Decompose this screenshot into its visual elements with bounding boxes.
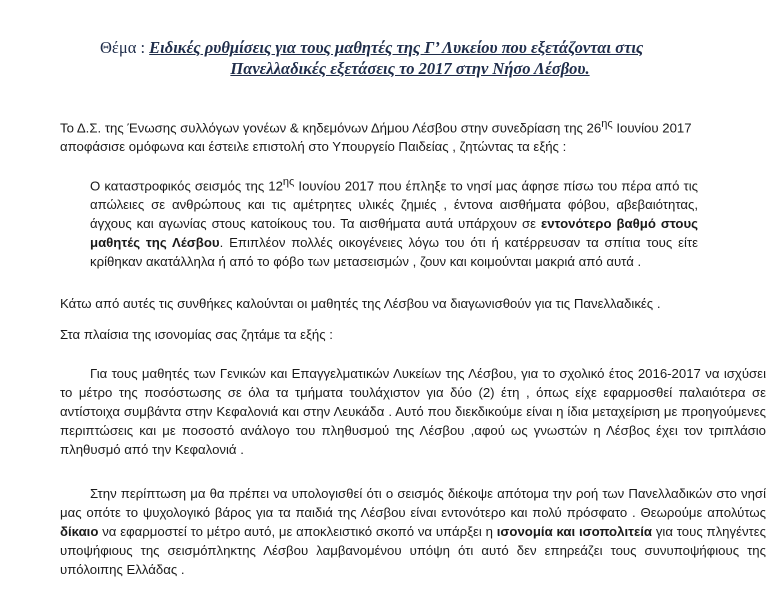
intro-sup: ης — [601, 118, 613, 130]
p5-text: Στην περίπτωση μα θα πρέπει να υπολογισθεί ότι ο σεισμός διέκοψε απότομα την ροή των Πανελλαδικών στο νησί μας οπότε το ψυχολογικό βάρος για τα παιδιά της Λέσβου είναι εντονότερο και πολύ πρόσφατο . Θεωρούμε απολύτως — [60, 486, 766, 520]
request-intro: Στα πλαίσια της ισονομίας σας ζητάμε τα εξής : — [60, 327, 333, 342]
p1-sup: ης — [282, 176, 295, 188]
p1-text-mid: Ιουνίου 2017 που έπληξε το νησί μας άφησε πίσω του πέρα από τις απώλειες σε ανθρώπους και τις αμέτρητες υλικές ζημιές , έντονα αισθήματα φόβου, αβεβαιότητας, άγχους και αγωνίας στους κατοίκους του. Τα αισθήματα αυτά υπάρχουν σε — [90, 178, 698, 232]
earthquake-paragraph — [90, 173, 698, 271]
subject-title-line1: Ειδικές ρυθμίσεις για τους μαθητές της Γ’ Λυκείου που εξετάζονται στις — [149, 38, 644, 57]
p1-text-end: . Επιπλέον πολλές οικογένειες λόγω του ότι ή κατέρρευσαν τα σπίτια τους είτε κρίθηκαν ακατάλληλα ή από το φόβο των μετασεισμών , ζουν και κοιμούνται μακριά από αυτά . — [90, 235, 698, 270]
intro-text: Το Δ.Σ. της Ένωσης συλλόγων γονέων & κηδεμόνων Δήμου Λέσβου στην συνεδρίαση της 26 — [60, 120, 602, 136]
p1-text: Ο καταστροφικός σεισμός της 12 — [90, 178, 283, 194]
subject-title-line2: Πανελλαδικές εξετάσεις το 2017 στην Νήσο Λέσβου. — [230, 59, 590, 78]
p1-bold: εντονότερο βαθμό στους μαθητές της Λέσβου — [90, 216, 698, 251]
subject-heading — [100, 37, 720, 79]
intro-paragraph — [60, 115, 760, 156]
subject-prefix: Θέμα : — [100, 38, 146, 57]
p5-bold-isonomia: ισονομία και ισοπολιτεία — [496, 524, 653, 539]
intro-text-end: Ιουνίου 2017 αποφάσισε ομόφωνα και έστειλε επιστολή στο Υπουργείο Παιδείας , ζητώντας τα εξής : — [60, 120, 692, 155]
quota-paragraph: Για τους μαθητές των Γενικών και Επαγγελματικών Λυκείων της Λέσβου, για το σχολικό έτος 2016-2017 να ισχύσει το μέτρο της ποσόστωσης σε όλα τα τμήματα τουλάχιστον για δύο (2) έτη , όπως είχε εφαρμοσθεί παλαιότερα σε αντίστοιχα συμβάντα στην Κεφαλονιά και στην Λευκάδα . Αυτό που διεκδικούμε είναι η ίδια μεταχείριση με προηγούμενες περιπτώσεις και με ποσοστό ανάλογο του πληθυσμού της Λέσβου ,αφού ως γνωστών η Λέσβος έχει τον τριπλάσιο πληθυσμό από την Κεφαλονιά . — [60, 366, 766, 457]
p5-text-mid: να εφαρμοστεί το μέτρο αυτό, με αποκλειστικό σκοπό να υπάρξει η — [98, 524, 497, 539]
fairness-paragraph — [60, 484, 766, 579]
p5-text-end: για τους πληγέντες υποψήφιους της σεισμόπληκτης Λέσβου λαμβανομένου υπόψη ότι αυτό δεν επηρεάζει τους συνυποψήφιους της υπόλοιπης Ελλάδας . — [60, 524, 767, 577]
p5-bold-dikaio: δίκαιο — [60, 524, 99, 539]
conditions-paragraph: Κάτω από αυτές τις συνθήκες καλούνται οι μαθητές της Λέσβου να διαγωνισθούν για τις Πανελλαδικές . — [60, 296, 661, 311]
